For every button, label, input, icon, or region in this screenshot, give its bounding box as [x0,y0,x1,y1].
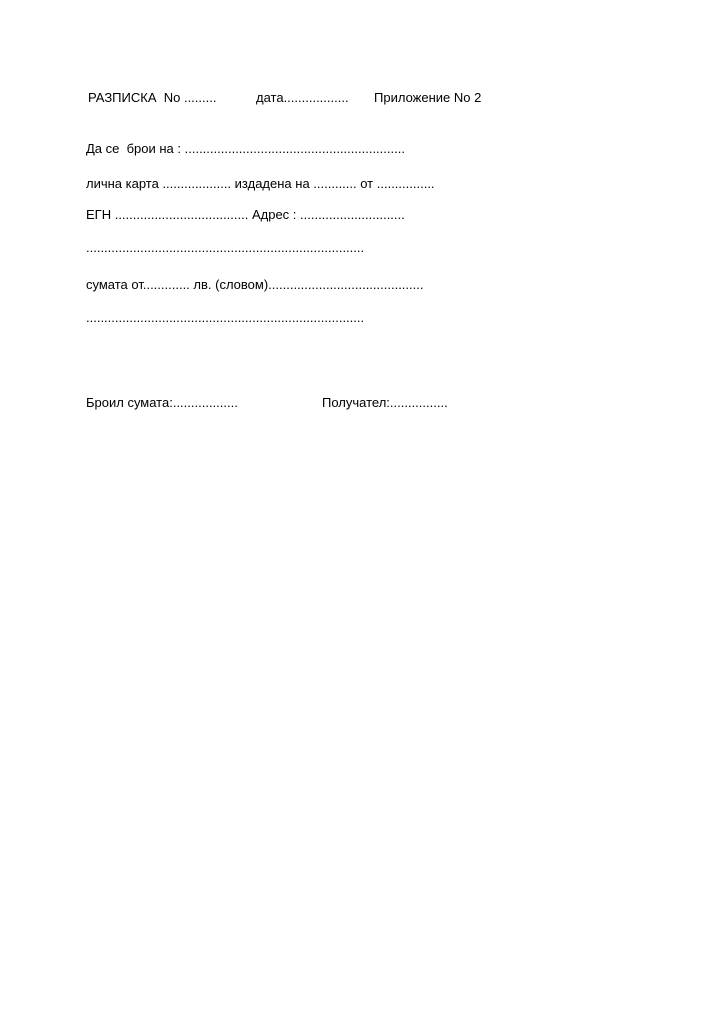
amount-words-continuation-line: ............................................................................. [86,310,365,325]
id-card-line: лична карта ................... издадена на ............ от ................ [86,176,435,191]
egn-address-line: ЕГН ..................................... Адрес : ............................. [86,207,405,222]
appendix-label: Приложение No 2 [374,90,482,105]
receipt-number-field: РАЗПИСКА No ......... [88,90,217,105]
address-continuation-line: ............................................................................. [86,240,365,255]
paid-by-signature-field: Броил сумата:.................. [86,395,238,410]
pay-to-line: Да се брои на : ............................................................. [86,141,405,156]
recipient-signature-field: Получател:................ [322,395,448,410]
amount-line: сумата от............. лв. (словом)........................................... [86,277,424,292]
date-field: дата.................. [256,90,349,105]
